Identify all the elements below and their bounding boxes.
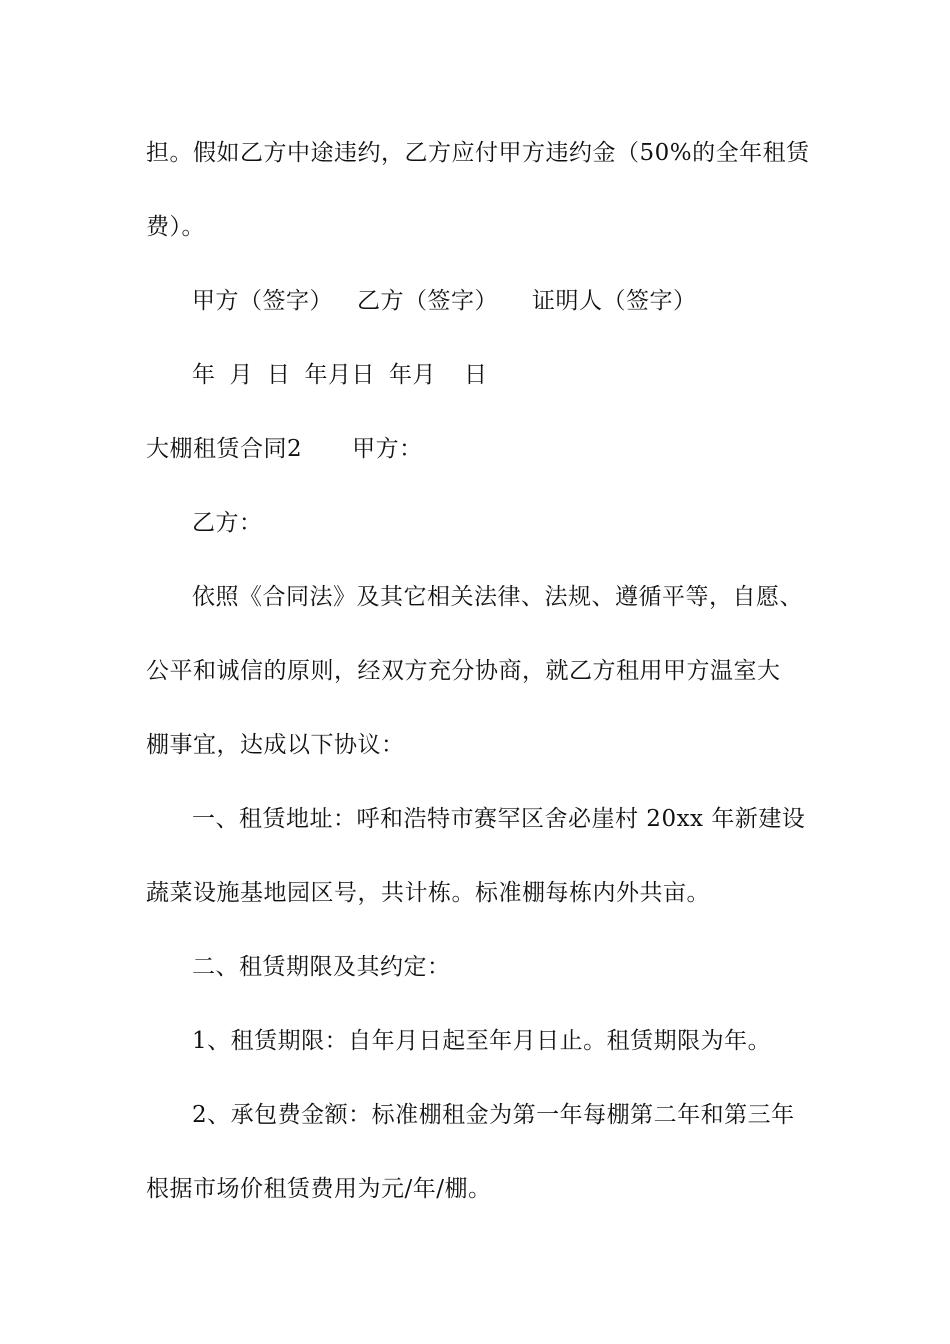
date-day-2: 日 — [464, 362, 488, 388]
date-month: 月 — [229, 362, 253, 388]
paragraph-line: 蔬菜设施基地园区号，共计栋。标准棚每栋内外共亩。 — [146, 880, 710, 906]
party-b-signature-label: 乙方（签字） — [357, 288, 498, 314]
paragraph-line: 担。假如乙方中途违约，乙方应付甲方违约金（50%的全年租赁 — [146, 140, 810, 166]
paragraph-line: 棚事宜，达成以下协议： — [146, 732, 405, 758]
party-b-label: 乙方： — [192, 510, 263, 536]
date-full: 年月日 — [304, 362, 375, 388]
contract-title: 大棚租赁合同2 — [146, 436, 303, 462]
clause-heading: 二、租赁期限及其约定： — [192, 954, 451, 980]
paragraph-line: 依照《合同法》及其它相关法律、法规、遵循平等，自愿、 — [192, 584, 803, 610]
clause-item: 1、租赁期限：自年月日起至年月日止。租赁期限为年。 — [192, 1028, 772, 1054]
date-year: 年 — [192, 362, 216, 388]
party-a-label: 甲方： — [352, 436, 423, 462]
date-day: 日 — [267, 362, 291, 388]
signature-row — [192, 286, 697, 316]
paragraph-line: 公平和诚信的原则，经双方充分协商，就乙方租用甲方温室大 — [146, 658, 781, 684]
date-year-month: 年月 — [389, 362, 436, 388]
contract-heading-row — [146, 434, 423, 464]
paragraph-line: 费）。 — [146, 214, 205, 240]
party-a-signature-label: 甲方（签字） — [192, 288, 333, 314]
clause-item: 2、承包费金额：标准棚租金为第一年每棚第二年和第三年 — [192, 1102, 795, 1128]
date-row — [192, 360, 488, 390]
clause-heading: 一、租赁地址：呼和浩特市赛罕区舍必崖村 20xx 年新建设 — [192, 806, 806, 832]
witness-signature-label: 证明人（签字） — [532, 288, 697, 314]
paragraph-line: 根据市场价租赁费用为元/年/棚。 — [146, 1176, 492, 1202]
